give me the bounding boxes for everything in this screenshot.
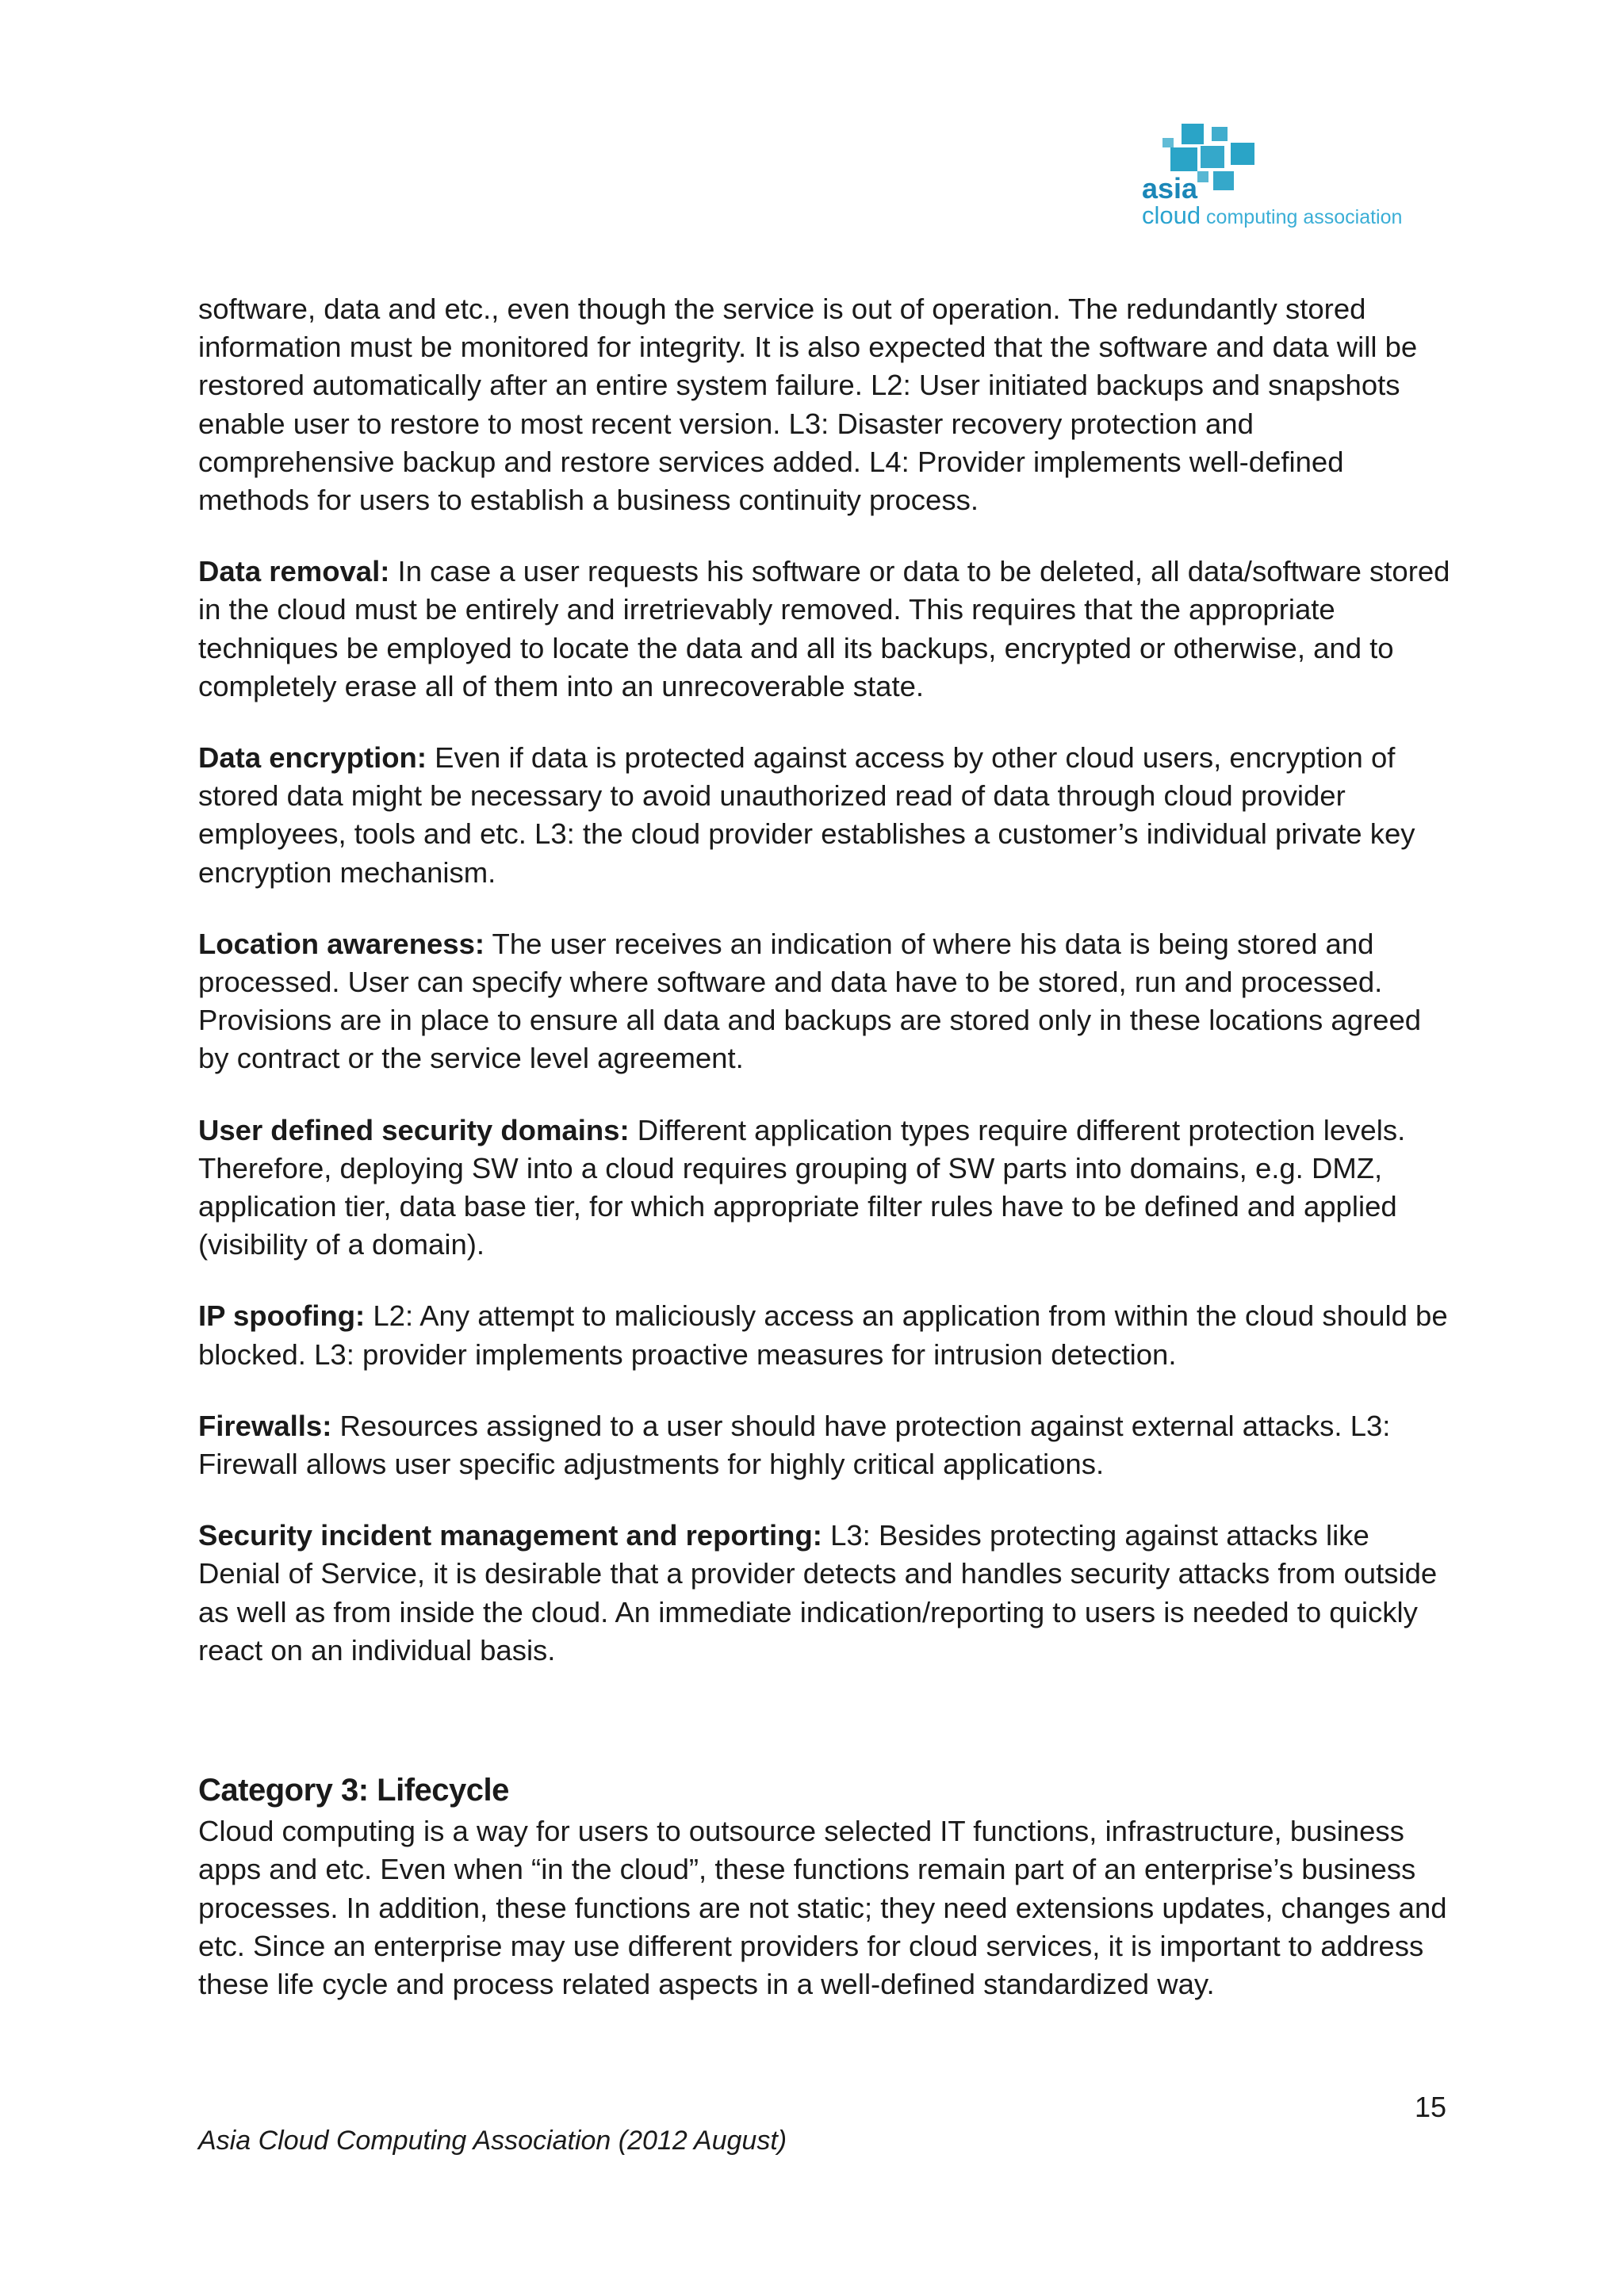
paragraph-ip-spoofing [198,1297,1451,1373]
asia-cloud-logo [1139,119,1408,238]
paragraph-text: L3: Besides protecting against attacks like Denial of Service, it is desirable that a provider detects and handles security attacks from outside as well as from inside the cloud. An immediate indication/reporting to users is needed to quickly react on an individual basis. [198,1519,1438,1667]
page-number: 15 [1414,2091,1446,2123]
paragraph-text: Resources assigned to a user should have protection against external attacks. L3: Firewall allows user specific adjustments for highly critical applications. [198,1409,1391,1481]
paragraph-text: In case a user requests his software or data to be deleted, all data/software stored in the cloud must be entirely and irretrievably removed. This requires that the appropriate techniques be employed to locate the data and all its backups, encrypted or otherwise, and to completely erase all of them into an unrecoverable state. [198,555,1450,702]
logo-word-cloud-main: cloud [1142,201,1201,229]
paragraph-location-awareness [198,925,1451,1078]
term-label: Firewalls: [198,1409,332,1442]
logo-word-association: computing association [1201,206,1403,228]
term-label: Security incident management and reporting: [198,1519,822,1552]
paragraph-data-removal [198,553,1451,706]
paragraph-text: The user receives an indication of where his data is being stored and processed. User can specify where software and data have to be stored, run and processed. Provisions are in place to ensure all data and backups are stored only in these locations agreed by contract or the service level agreement. [198,927,1422,1075]
logo-word-asia: asia [1142,172,1198,205]
paragraph-text: Even if data is protected against access by other cloud users, encryption of stored data might be necessary to avoid unauthorized read of data through cloud provider employees, tools and etc. L3: the cloud provider establishes a customer’s individual private key encryption mechanism. [198,741,1415,889]
page-footer: Asia Cloud Computing Association (2012 August) [198,2126,787,2156]
paragraph-text: L2: Any attempt to maliciously access an application from within the cloud should be blocked. L3: provider implements proactive measures for intrusion detection. [198,1299,1448,1371]
term-label: Location awareness: [198,927,485,960]
paragraph-text: Different application types require different protection levels. Therefore, deploying SW into a cloud requires grouping of SW parts into domains, e.g. DMZ, application tier, data base tier, for which appropriate filter rules have to be defined and applied (visibility of a domain). [198,1113,1406,1261]
paragraph-security-incident-management [198,1517,1451,1670]
term-label: Data removal: [198,555,390,588]
section-paragraph: Cloud computing is a way for users to outsource selected IT functions, infrastructure, business apps and etc. Even when “in the cloud”, these functions remain part of an enterprise’s business processes. In addition, these functions are not static; they need extensions updates, changes and etc. Since an enterprise may use different providers for cloud services, it is important to address these life cycle and process related aspects in a well-defined standardized way. [198,1815,1447,2000]
paragraph-continuation [198,290,1451,519]
paragraph-firewalls [198,1407,1451,1483]
paragraph-text: software, data and etc., even though the service is out of operation. The redundantly stored information must be monitored for integrity. It is also expected that the software and data will be restored automatically after an entire system failure. L2: User initiated backups and snapshots enable user to restore to most recent version. L3: Disaster recovery protection and comprehensive backup and restore services added. L4: Provider implements well-defined methods for users to establish a business continuity process. [198,293,1418,517]
paragraph-data-encryption [198,739,1451,892]
section-heading: Category 3: Lifecycle [198,1773,509,1808]
term-label: User defined security domains: [198,1113,630,1146]
term-label: Data encryption: [198,741,427,775]
paragraph-user-defined-security-domains [198,1112,1451,1265]
term-label: IP spoofing: [198,1299,366,1333]
document-body [198,290,1451,2037]
logo-word-cloud [1142,203,1402,228]
